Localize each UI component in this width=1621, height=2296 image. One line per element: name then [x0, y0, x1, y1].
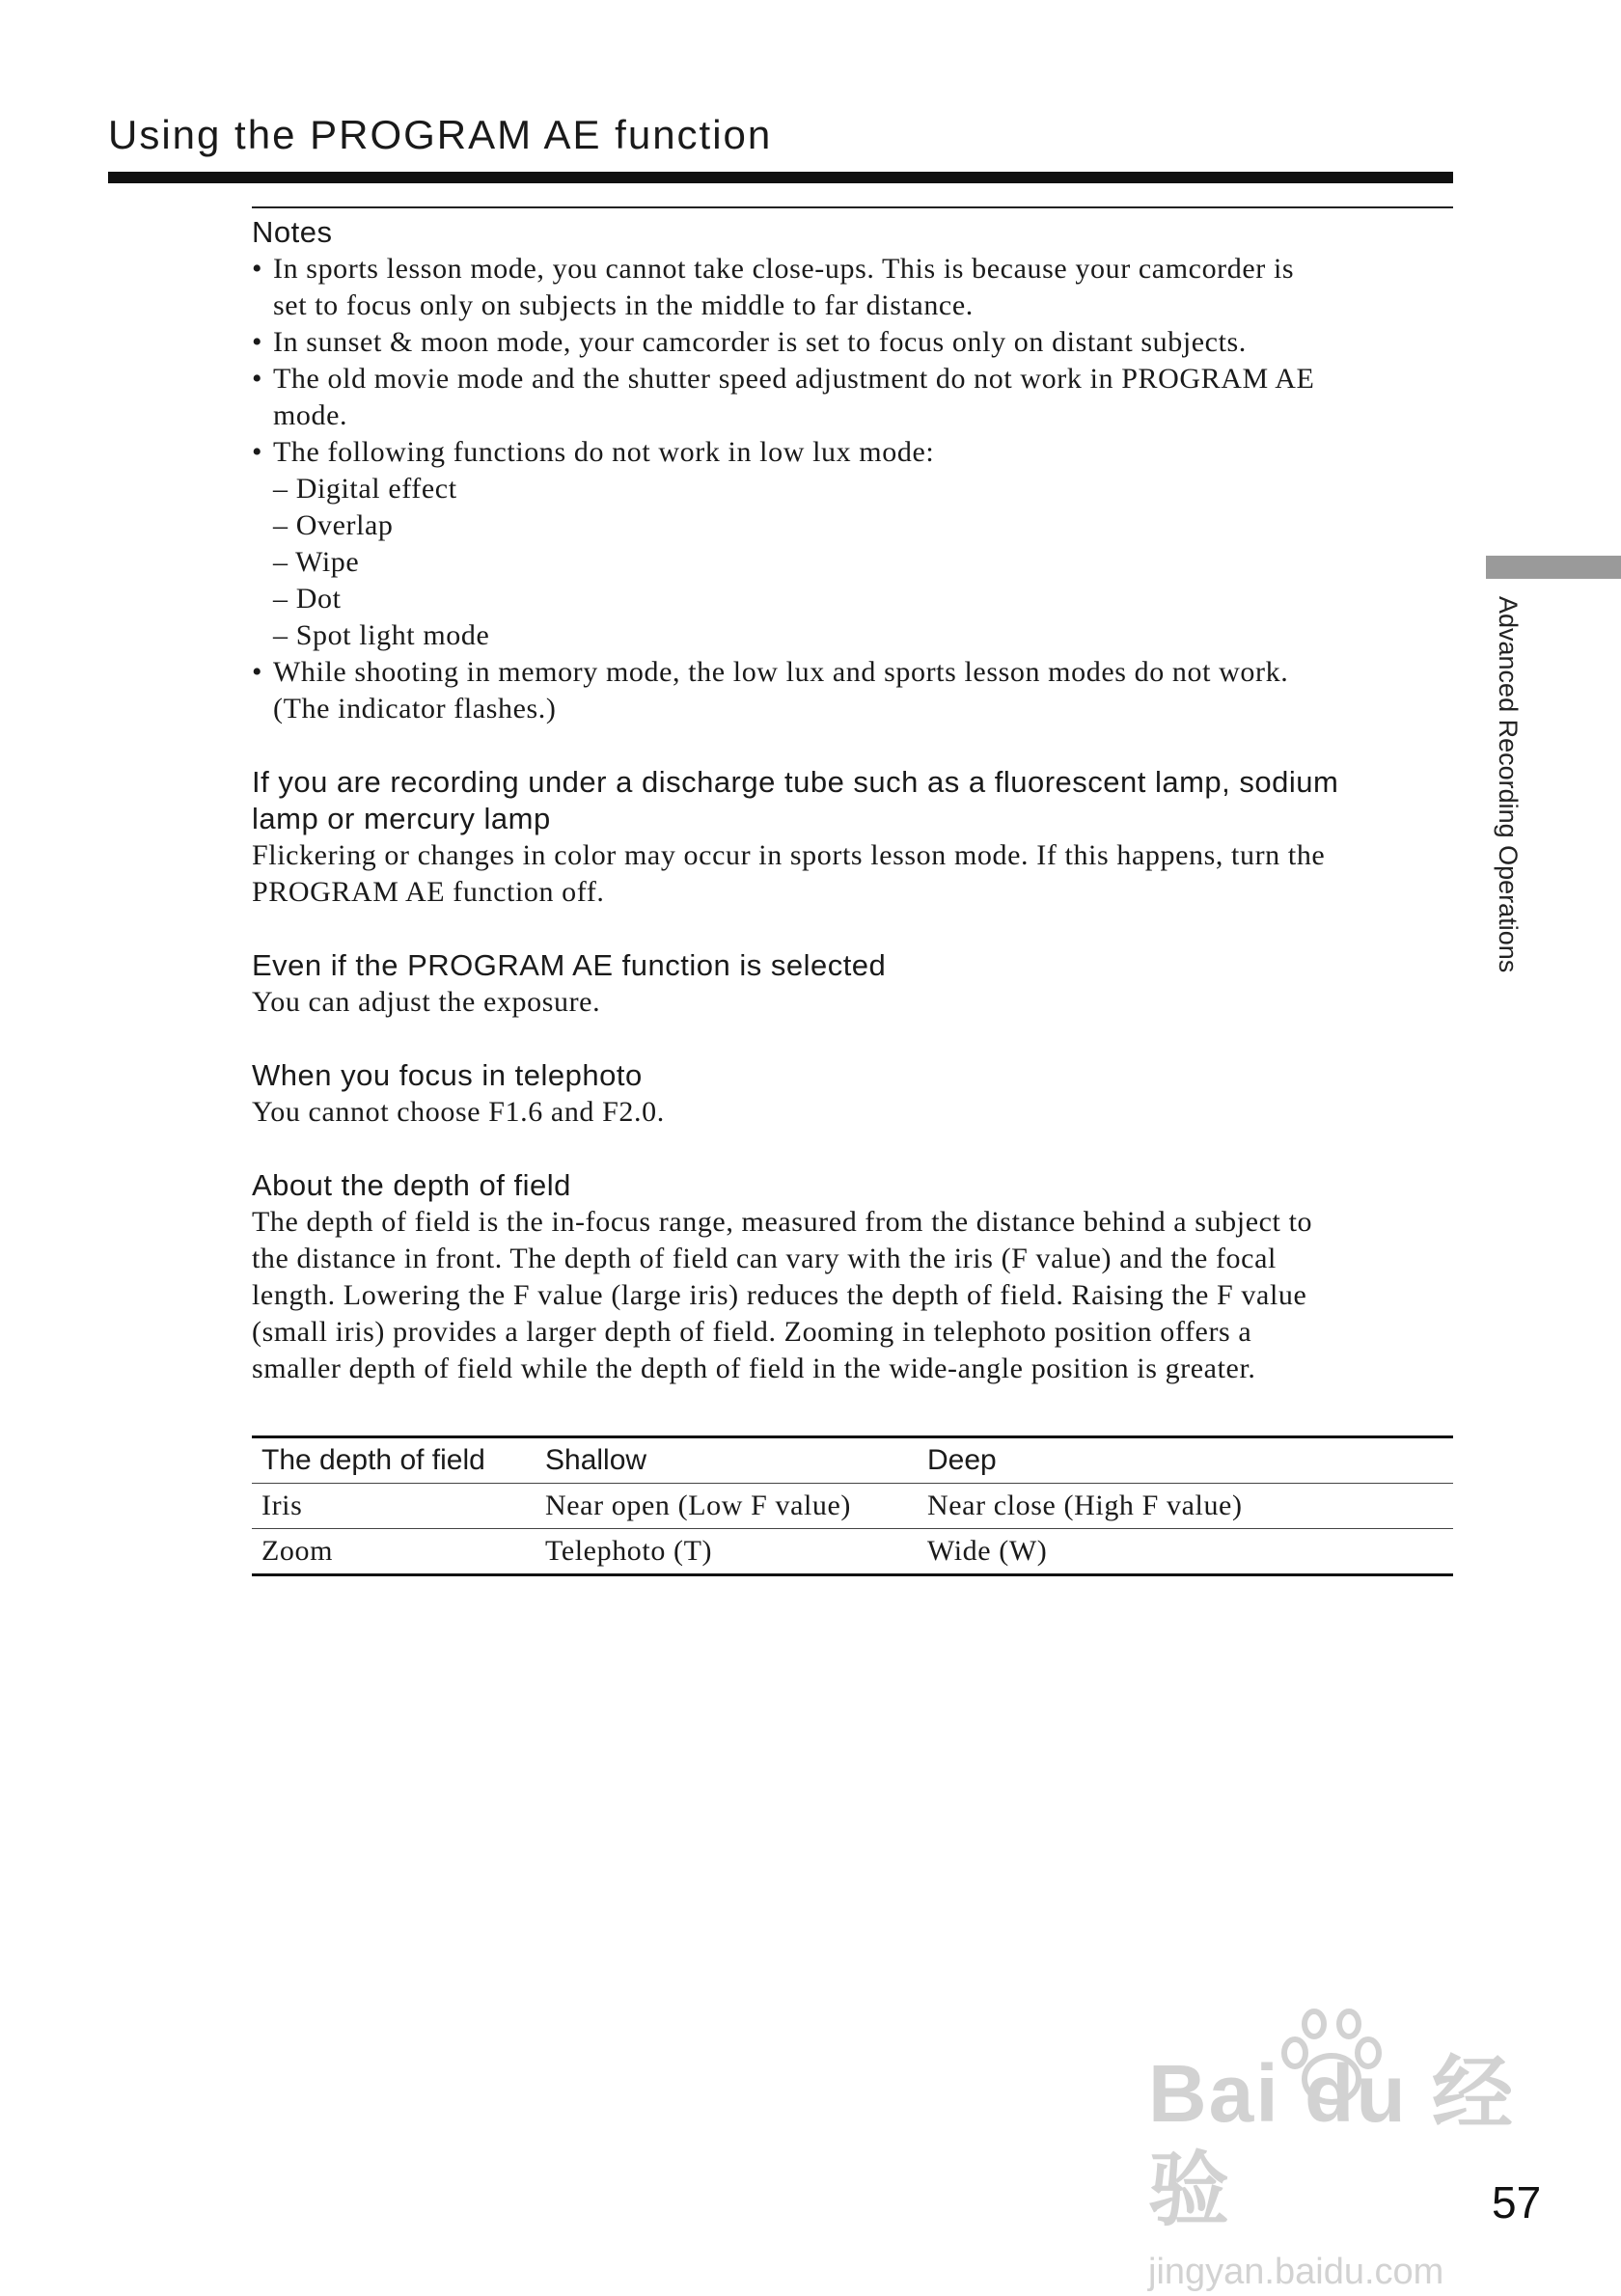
table-cell: Iris: [252, 1484, 536, 1529]
sub-item: – Overlap: [273, 509, 394, 541]
table-cell: Wide (W): [918, 1529, 1453, 1575]
title-rule: [108, 172, 1453, 183]
note-item: [252, 251, 1453, 324]
section-heading: [252, 764, 1453, 837]
body-line: The depth of field is the in-focus range, measured from the distance behind a subject to: [252, 1206, 1313, 1238]
table-cell: Near close (High F value): [918, 1484, 1453, 1529]
notes-heading: Notes: [252, 215, 333, 249]
section-telephoto: [252, 1057, 1453, 1131]
heading-line: lamp or mercury lamp: [252, 802, 551, 835]
table-row: [252, 1529, 1453, 1575]
section-depth-of-field: [252, 1167, 1453, 1387]
section-body: [252, 1204, 1453, 1387]
body-line: (small iris) provides a larger depth of field. Zooming in telephoto position offers a: [252, 1316, 1252, 1348]
body-line: length. Lowering the F value (large iris) reduces the depth of field. Raising the F value: [252, 1279, 1307, 1311]
content: [252, 206, 1453, 1576]
low-lux-function-list: [273, 471, 1453, 654]
note-item: [252, 324, 1453, 361]
section-body: You can adjust the exposure.: [252, 986, 601, 1018]
sub-item: – Digital effect: [273, 473, 457, 505]
section-body: You cannot choose F1.6 and F2.0.: [252, 1096, 665, 1128]
section-tab-marker: [1486, 556, 1621, 579]
body-line: smaller depth of field while the depth of field in the wide-angle position is greater.: [252, 1353, 1256, 1384]
note-line: • The following functions do not work in low lux mode:: [273, 436, 935, 468]
page-title: Using the PROGRAM AE function: [108, 112, 773, 157]
page-number: 57: [1492, 2177, 1542, 2228]
note-line: • In sunset & moon mode, your camcorder is set to focus only on distant subjects.: [273, 326, 1247, 358]
table-row: [252, 1484, 1453, 1529]
page-header: [108, 108, 1453, 183]
sub-item: – Dot: [273, 583, 342, 615]
note-line: • While shooting in memory mode, the low lux and sports lesson modes do not work.: [273, 656, 1289, 688]
section-heading: Even if the PROGRAM AE function is selected: [252, 948, 887, 982]
body-line: PROGRAM AE function off.: [252, 876, 605, 908]
note-item: [252, 434, 1453, 654]
baidu-watermark: [1148, 2045, 1516, 2292]
sub-item: – Spot light mode: [273, 619, 490, 651]
table-header-cell: Shallow: [536, 1437, 918, 1484]
section-heading: When you focus in telephoto: [252, 1058, 643, 1092]
section-discharge-tube: [252, 764, 1453, 911]
heading-line: If you are recording under a discharge tube such as a fluorescent lamp, sodium: [252, 765, 1339, 799]
section-exposure: [252, 947, 1453, 1021]
table-header-cell: Deep: [918, 1437, 1453, 1484]
body-line: Flickering or changes in color may occur in sports lesson mode. If this happens, turn the: [252, 839, 1326, 871]
table-cell: Telephoto (T): [536, 1529, 918, 1575]
watermark-logo-text: Bai du 经验: [1148, 2048, 1516, 2235]
sub-item: – Wipe: [273, 546, 360, 578]
note-item: [252, 361, 1453, 434]
section-body: [252, 837, 1453, 911]
section-heading: About the depth of field: [252, 1168, 571, 1202]
table-header-row: [252, 1437, 1453, 1484]
watermark-url: jingyan.baidu.com: [1148, 2252, 1444, 2292]
paw-icon: [1274, 2007, 1389, 2113]
note-item: [252, 654, 1453, 727]
note-line: mode.: [273, 399, 348, 431]
notes-block: [252, 214, 1453, 727]
note-line: set to focus only on subjects in the middle to far distance.: [273, 289, 974, 321]
note-line: (The indicator flashes.): [273, 693, 557, 724]
side-section-label: Advanced Recording Operations: [1494, 596, 1523, 973]
depth-of-field-table: [252, 1435, 1453, 1576]
table-cell: Zoom: [252, 1529, 536, 1575]
note-line: • In sports lesson mode, you cannot take close-ups. This is because your camcorder is: [273, 253, 1295, 285]
table-header-cell: The depth of field: [252, 1437, 536, 1484]
notes-list: [252, 251, 1453, 727]
body-line: the distance in front. The depth of field can vary with the iris (F value) and the focal: [252, 1243, 1277, 1274]
note-line: • The old movie mode and the shutter speed adjustment do not work in PROGRAM AE: [273, 363, 1315, 395]
table-cell: Near open (Low F value): [536, 1484, 918, 1529]
notes-top-rule: [252, 206, 1453, 208]
